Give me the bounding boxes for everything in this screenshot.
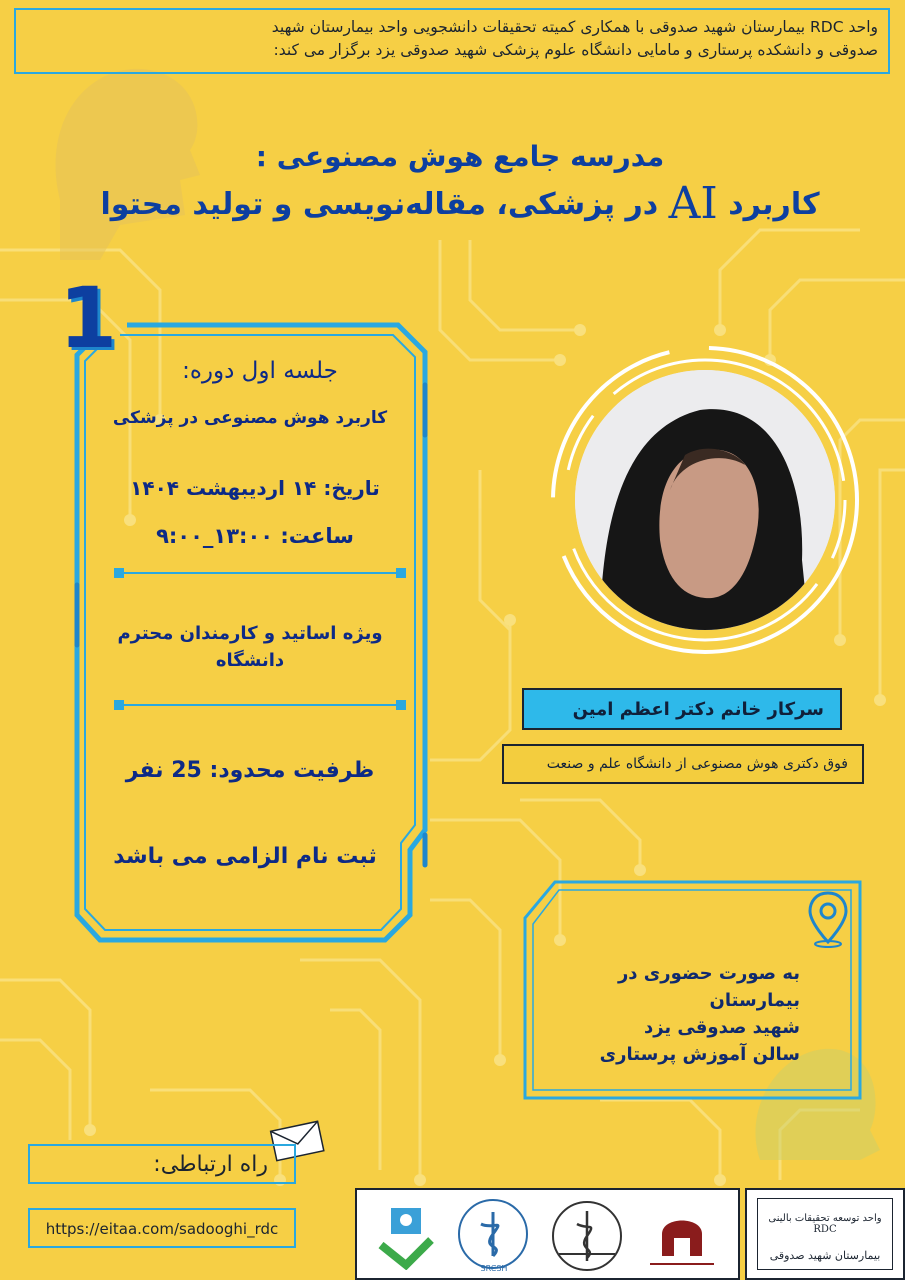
session-time: ساعت: ۱۳:۰۰_۹:۰۰ [156, 524, 354, 548]
subtitle-suffix: در پزشکی، مقاله‌نویسی و تولید محتوا [100, 187, 659, 222]
partner-logos [355, 1188, 905, 1280]
speaker-photo [540, 340, 870, 670]
university-logo [642, 1198, 722, 1274]
rdc-logo [745, 1188, 905, 1280]
session-number-badge: 1 [58, 269, 118, 367]
session-capacity: ظرفیت محدود: 25 نفر [125, 758, 375, 783]
location-line-3: سالن آموزش پرستاری [599, 1044, 800, 1065]
speaker-name: سرکار خانم دکتر اعظم امین [522, 688, 842, 730]
rdc-logo-line-1: واحد توسعه تحقیقات بالینی RDC [768, 1213, 882, 1235]
rdc-logo-line-2: بیمارستان شهید صدوقی [769, 1249, 881, 1262]
contact-label: راه ارتباطی: [28, 1144, 296, 1184]
organizer-header [14, 8, 890, 74]
ai-label: AI [668, 178, 718, 229]
registration-note: ثبت نام الزامی می باشد [113, 844, 377, 869]
course-title: مدرسه جامع هوش مصنوعی : [255, 140, 665, 173]
location-line-1: به صورت حضوری در بیمارستان [617, 963, 800, 1011]
contact-link[interactable]: https://eitaa.com/sadooghi_rdc [28, 1208, 296, 1248]
session-heading: جلسه اول دوره: [182, 358, 338, 384]
nursing-faculty-logo [547, 1196, 627, 1276]
student-research-logo [371, 1200, 441, 1270]
header-line-1: واحد RDC بیمارستان شهید صدوقی با همکاری کمیته تحقیقات دانشجویی واحد بیمارستان شهید [271, 18, 878, 36]
subtitle-prefix: کاربرد [728, 187, 820, 222]
session-date: تاریخ: ۱۴ اردیبهشت ۱۴۰۴ [130, 476, 380, 500]
header-line-2: صدوقی و دانشکده پرستاری و مامایی دانشگاه علوم پزشکی شهید صدوقی یزد برگزار می کند: [273, 41, 878, 59]
logo-strip [355, 1188, 740, 1280]
speaker-title: فوق دکتری هوش مصنوعی از دانشگاه علم و صنعت [502, 744, 864, 784]
session-audience [85, 620, 415, 674]
srcsh-label: SRCSH [480, 1264, 508, 1273]
audience-line-1: ویژه اساتید و کارمندان محترم [117, 623, 383, 644]
course-subtitle [80, 178, 840, 229]
location-text [540, 960, 800, 1068]
session-topic: کاربرد هوش مصنوعی در پزشکی [112, 408, 388, 428]
location-line-2: شهید صدوقی یزد [643, 1017, 800, 1038]
audience-line-2: دانشگاه [215, 650, 285, 671]
map-pin-icon [806, 890, 850, 948]
